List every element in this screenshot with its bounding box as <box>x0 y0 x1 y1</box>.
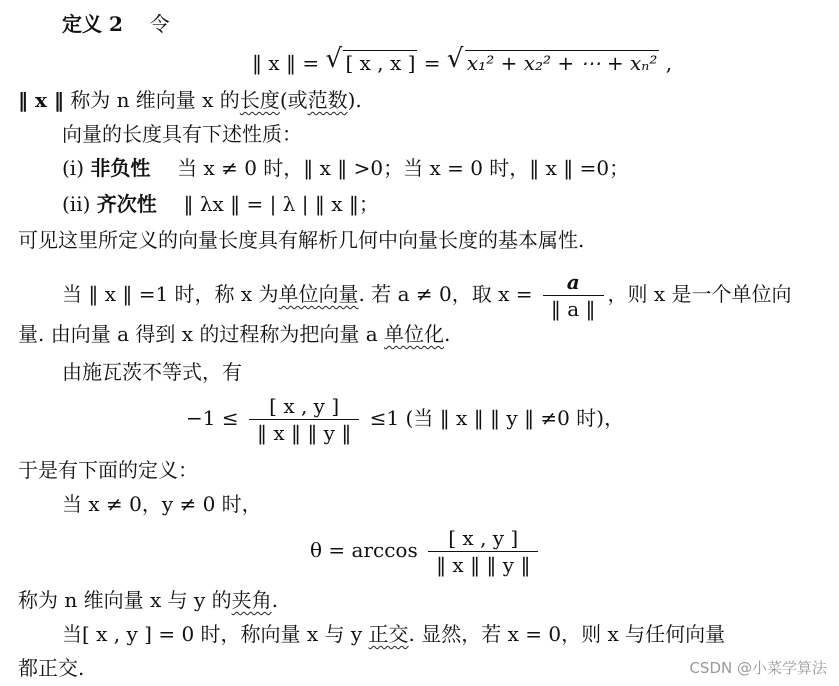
definition-word: 令 <box>149 12 170 36</box>
properties-intro: 向量的长度具有下述性质： <box>62 122 302 146</box>
property-name: 齐次性 <box>96 192 157 216</box>
property-homogeneity <box>62 194 379 214</box>
observation-paragraph: 可见这里所定义的向量长度具有解析几何中向量长度的基本属性. <box>18 228 585 252</box>
text: 当[ x , y ] = 0 时，称向量 x 与 y <box>62 622 363 646</box>
norm-definition-equation <box>252 44 673 75</box>
term-orthogonal: 正交 <box>368 622 409 646</box>
text: . <box>271 588 278 612</box>
sqrt-sum-squares <box>446 44 659 75</box>
fraction-unit <box>543 272 604 319</box>
text: ). <box>347 88 362 112</box>
fraction-numerator: [ x , y ] <box>428 528 538 552</box>
unit-vector-line <box>62 272 792 319</box>
angle-formula <box>310 528 542 575</box>
fraction-denominator: ‖ a ‖ <box>550 297 596 321</box>
sqrt-content: x₁² + x₂² + ⋯ + xₙ² <box>466 51 658 75</box>
schwarz-intro: 由施瓦茨不等式，有 <box>62 360 242 384</box>
unit-normalization-line <box>18 324 450 344</box>
term-unit-vector: 单位向量 <box>278 282 359 306</box>
property-nonnegativity <box>62 158 629 178</box>
property-number: (i) <box>62 156 85 180</box>
radical-icon: √ <box>446 44 464 74</box>
term-norm: 范数 <box>307 88 348 112</box>
text: 当 ‖ x ‖ =1 时，称 x 为 <box>62 282 279 306</box>
angle-definition-line <box>18 590 278 610</box>
sqrt-content: [ x , x ] <box>345 51 416 75</box>
fraction-numerator: a <box>543 272 604 296</box>
term-angle: 夹角 <box>231 588 272 612</box>
length-definition-line <box>18 90 362 110</box>
inequality-left: −1 ≤ <box>186 406 239 430</box>
property-name: 非负性 <box>90 156 151 180</box>
property-text: ‖ λx ‖ = | λ | ‖ x ‖； <box>183 192 379 216</box>
text: 称为 n 维向量 x 的 <box>63 88 240 112</box>
equation-equals: = <box>423 51 441 75</box>
property-number: (ii) <box>62 192 91 216</box>
schwarz-inequality <box>186 396 624 443</box>
orthogonal-line <box>62 624 725 644</box>
property-text: 当 x ≠ 0 时，‖ x ‖ >0；当 x = 0 时，‖ x ‖ =0； <box>177 156 630 180</box>
text: ，则 x 是一个单位向 <box>607 282 792 306</box>
definition-heading <box>62 14 170 34</box>
text: (或 <box>279 88 308 112</box>
text: 称为 n 维向量 x 与 y 的 <box>18 588 232 612</box>
fraction-cosine <box>249 396 359 443</box>
definition-label: 定义 2 <box>62 12 123 36</box>
equation-tail: , <box>665 51 673 75</box>
angle-lhs: θ = arccos <box>310 538 418 562</box>
text: 量. 由向量 a 得到 x 的过程称为把向量 a <box>18 322 378 346</box>
sqrt-inner-product <box>325 44 417 75</box>
equation-lhs: ‖ x ‖ = <box>252 51 320 75</box>
text: . <box>444 322 451 346</box>
norm-symbol: ‖ x ‖ <box>18 88 64 112</box>
fraction-denominator: ‖ x ‖ ‖ y ‖ <box>256 421 352 445</box>
term-length: 长度 <box>239 88 280 112</box>
nonzero-condition: 当 x ≠ 0，y ≠ 0 时， <box>62 492 262 516</box>
text: . 显然，若 x = 0，则 x 与任何向量 <box>408 622 726 646</box>
fraction-numerator: [ x , y ] <box>249 396 359 420</box>
inequality-right: ≤1 (当 ‖ x ‖ ‖ y ‖ ≠0 时)， <box>369 406 625 430</box>
fraction-denominator: ‖ x ‖ ‖ y ‖ <box>436 553 531 577</box>
csdn-watermark: CSDN @小菜学算法 <box>689 659 827 677</box>
term-normalize: 单位化 <box>384 322 444 346</box>
text: . 若 a ≠ 0，取 x = <box>358 282 533 306</box>
radical-icon: √ <box>325 44 343 74</box>
definition-lead: 于是有下面的定义： <box>18 458 198 482</box>
fraction-angle <box>428 528 538 575</box>
orthogonal-line-end: 都正交. <box>18 656 85 680</box>
